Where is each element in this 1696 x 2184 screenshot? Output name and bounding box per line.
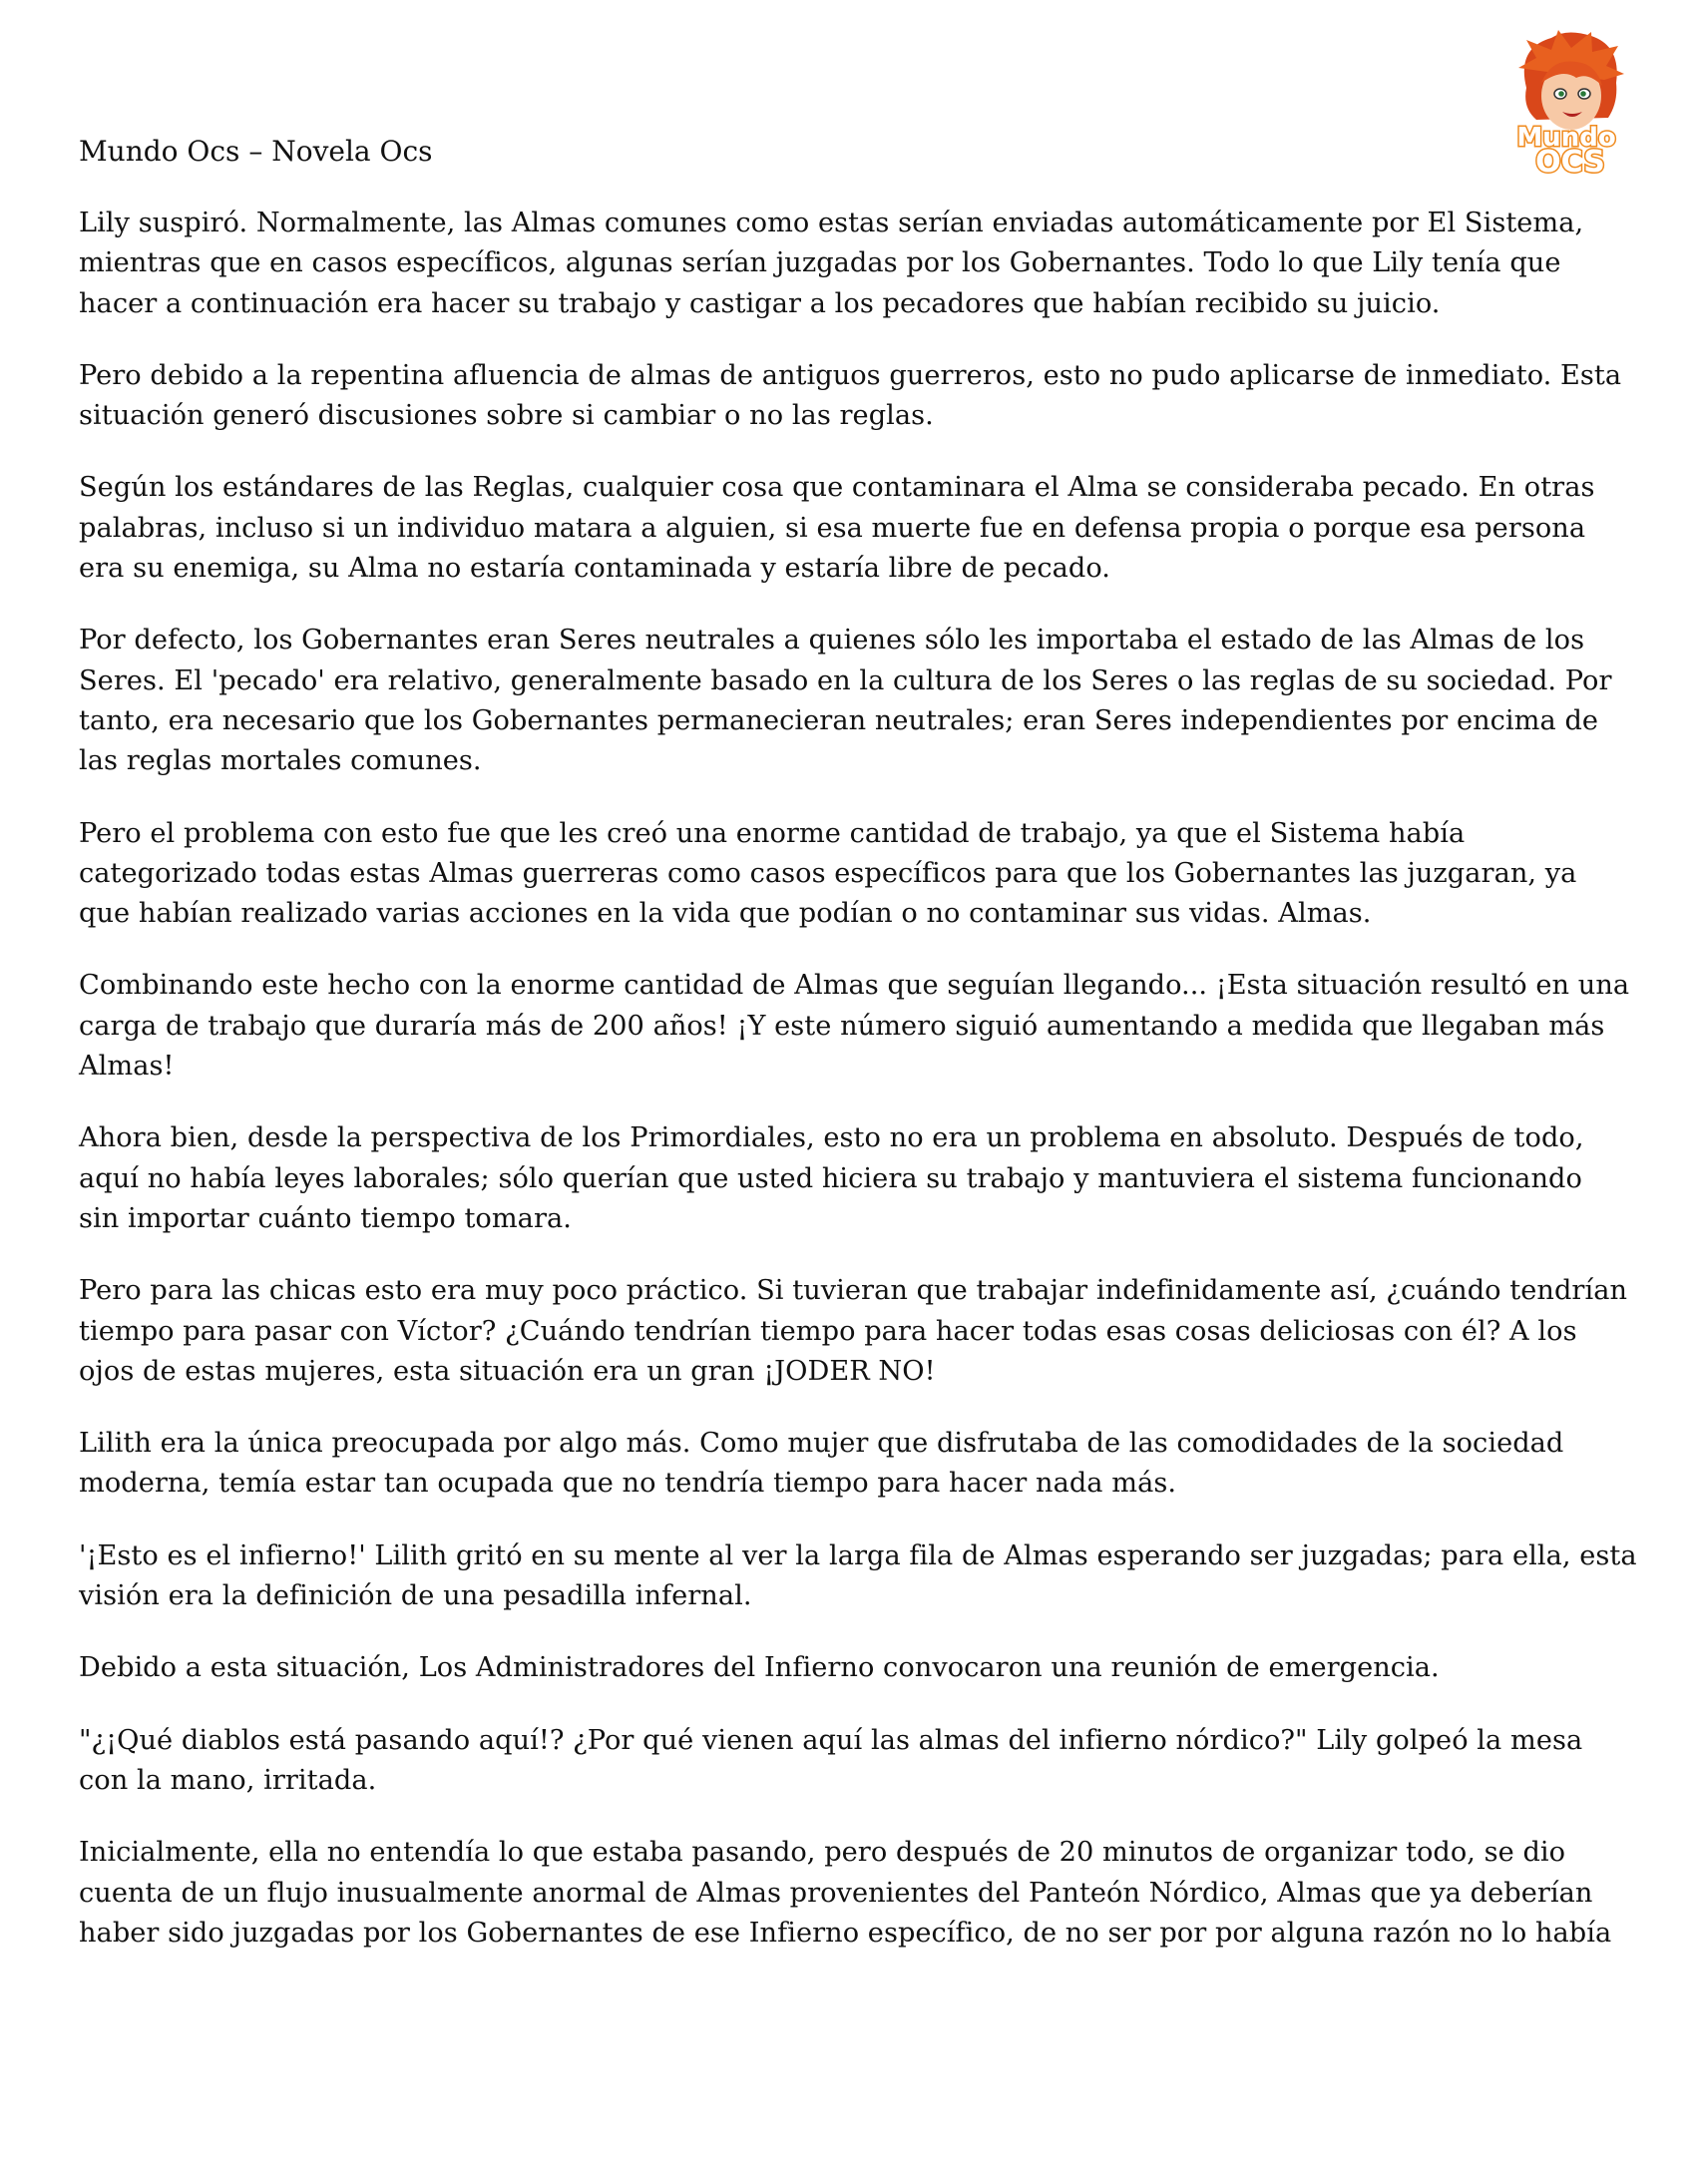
paragraph-line: las reglas mortales comunes. (79, 745, 482, 777)
paragraph-line: era su enemiga, su Alma no estaría contaminada y estaría libre de pecado. (79, 553, 1110, 585)
paragraph-line: palabras, incluso si un individuo matara a alguien, si esa muerte fue en defensa propia o porque esa persona (79, 512, 1586, 544)
paragraph (79, 966, 1655, 1087)
paragraph (79, 356, 1655, 437)
paragraph-line: cuenta de un flujo inusualmente anormal de Almas provenientes del Panteón Nórdico, Almas que ya deberían (79, 1877, 1593, 1909)
paragraph-line: '¡Esto es el infierno!' Lilith gritó en su mente al ver la larga fila de Almas esperando ser juzgadas; para ella, esta (79, 1539, 1637, 1571)
paragraph-line: hacer a continuación era hacer su trabajo y castigar a los pecadores que habían recibido su juicio. (79, 287, 1441, 319)
paragraph-line: Lily suspiró. Normalmente, las Almas comunes como estas serían enviadas automáticamente por El Sistema, (79, 208, 1584, 238)
logo-pupil-left (1558, 91, 1564, 97)
paragraph-line: Combinando este hecho con la enorme cantidad de Almas que seguían llegando... ¡Esta situación resultó en una (79, 970, 1630, 1002)
paragraph (79, 814, 1655, 935)
mundo-ocs-logo-icon (1496, 28, 1636, 178)
paragraph (79, 1424, 1655, 1505)
paragraph-line: visión era la definición de una pesadilla infernal. (79, 1580, 752, 1612)
paragraph-line: Pero para las chicas esto era muy poco práctico. Si tuvieran que trabajar indefinidamente así, ¿cuándo tendrían (79, 1275, 1628, 1307)
logo-graphic (1496, 28, 1636, 178)
document-body (79, 204, 1655, 1985)
paragraph-line: tiempo para pasar con Víctor? ¿Cuándo tendrían tiempo para hacer todas esas cosas deliciosas con él? A los (79, 1315, 1577, 1347)
paragraph-line: Por defecto, los Gobernantes eran Seres neutrales a quienes sólo les importaba el estado de las Almas de los (79, 625, 1585, 656)
paragraph-line: mientras que en casos específicos, algunas serían juzgadas por los Gobernantes. Todo lo que Lily tenía que (79, 247, 1561, 279)
logo-text-top: Mundo (1516, 123, 1616, 153)
paragraph-line: Pero debido a la repentina afluencia de almas de antiguos guerreros, esto no pudo aplicarse de inmediato. Esta (79, 359, 1622, 391)
paragraph-line: haber sido juzgadas por los Gobernantes de ese Infierno específico, de no ser por por alguna razón no lo había (79, 1917, 1612, 1949)
paragraph (79, 468, 1655, 589)
paragraph-line: categorizado todas estas Almas guerreras como casos específicos para que los Gobernantes las juzgaran, ya (79, 857, 1577, 889)
paragraph-line: Inicialmente, ella no entendía lo que estaba pasando, pero después de 20 minutos de organizar todo, se dio (79, 1837, 1566, 1869)
paragraph (79, 1271, 1655, 1392)
paragraph-line: aquí no había leyes laborales; sólo querían que usted hiciera su trabajo y mantuviera el sistema funcionando (79, 1162, 1582, 1194)
paragraph-line: Almas! (79, 1051, 175, 1083)
paragraph (79, 1118, 1655, 1239)
paragraph (79, 204, 1655, 324)
paragraph-line: Debido a esta situación, Los Administradores del Infierno convocaron una reunión de emergencia. (79, 1652, 1440, 1684)
paragraph (79, 621, 1655, 781)
paragraph-line: ojos de estas mujeres, esta situación era un gran ¡JODER NO! (79, 1355, 936, 1387)
paragraph-line: "¿¡Qué diablos está pasando aquí!? ¿Por qué vienen aquí las almas del infierno nórdico?" Lily golpeó la mesa (79, 1724, 1583, 1756)
paragraph-line: Lilith era la única preocupada por algo más. Como mujer que disfrutaba de las comodidades de la sociedad (79, 1428, 1564, 1460)
paragraph-line: tanto, era necesario que los Gobernantes permanecieran neutrales; eran Seres independientes por encima de (79, 704, 1599, 736)
paragraph-line: que habían realizado varias acciones en la vida que podían o no contaminar sus vidas. Almas. (79, 898, 1372, 930)
paragraph (79, 1648, 1655, 1688)
paragraph (79, 1721, 1655, 1802)
paragraph (79, 1833, 1655, 1954)
logo-text-bottom: OCS (1535, 145, 1605, 178)
paragraph-line: sin importar cuánto tiempo tomara. (79, 1202, 572, 1234)
paragraph-line: situación generó discusiones sobre si cambiar o no las reglas. (79, 400, 934, 432)
paragraph-line: carga de trabajo que duraría más de 200 años! ¡Y este número siguió aumentando a medida que llegaban más (79, 1010, 1605, 1042)
logo-pupil-right (1580, 91, 1586, 97)
paragraph-line: Seres. El 'pecado' era relativo, generalmente basado en la cultura de los Seres o las reglas de su sociedad. Por (79, 664, 1612, 696)
paragraph-line: Pero el problema con esto fue que les creó una enorme cantidad de trabajo, ya que el Sistema había (79, 817, 1466, 849)
paragraph-line: Ahora bien, desde la perspectiva de los Primordiales, esto no era un problema en absoluto. Después de todo, (79, 1122, 1584, 1154)
paragraph (79, 1536, 1655, 1617)
document-header: Mundo Ocs – Novela Ocs (79, 135, 433, 168)
paragraph-line: Según los estándares de las Reglas, cualquier cosa que contaminara el Alma se consideraba pecado. En otras (79, 472, 1595, 504)
paragraph-line: moderna, temía estar tan ocupada que no tendría tiempo para hacer nada más. (79, 1468, 1177, 1500)
paragraph-line: con la mano, irritada. (79, 1764, 377, 1796)
